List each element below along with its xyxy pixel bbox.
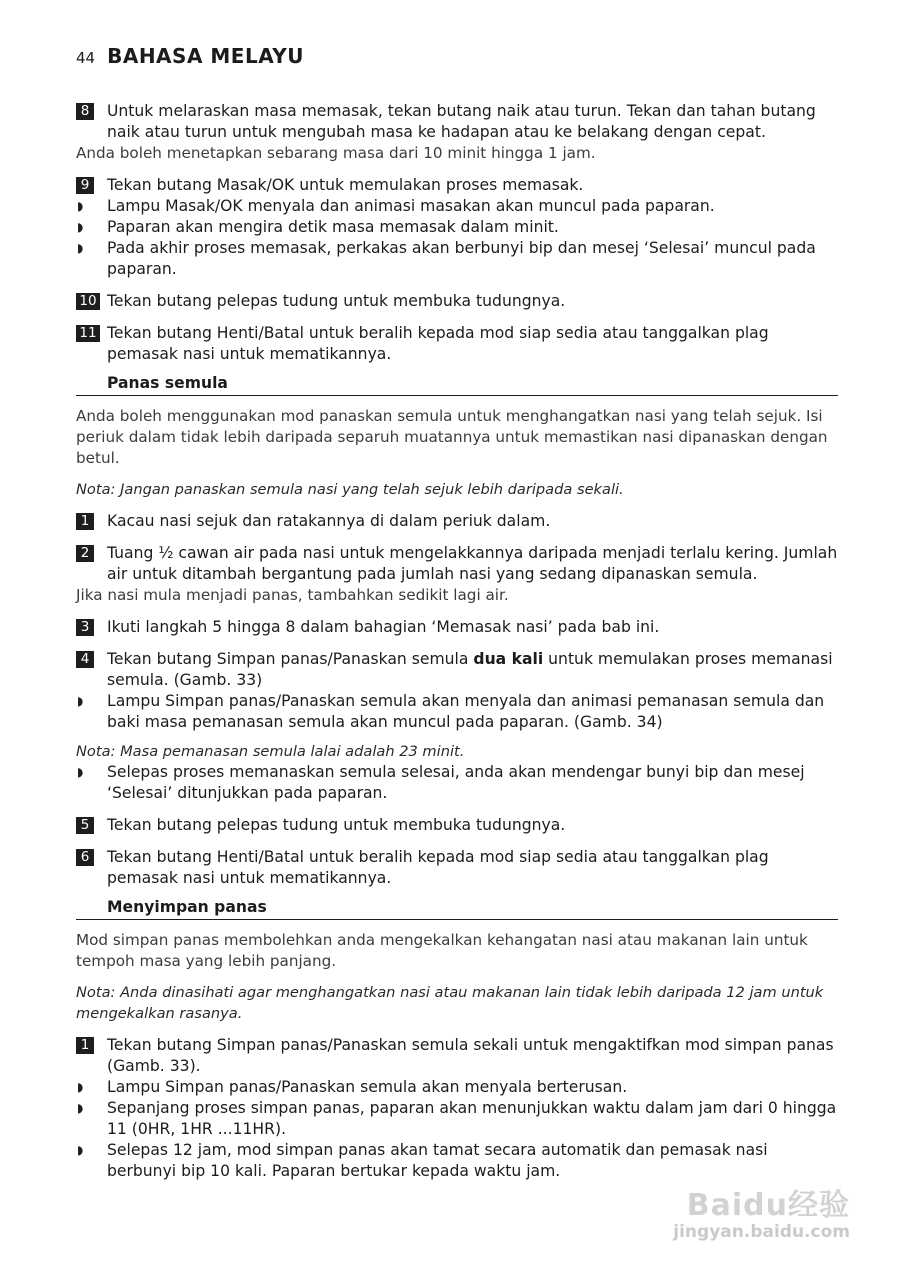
reheat-note: Nota: Jangan panaskan semula nasi yang telah sejuk lebih daripada sekali. [76, 481, 624, 498]
step-11 [76, 323, 838, 365]
step-number: 1 [76, 1037, 94, 1054]
language-title: BAHASA MELAYU [107, 44, 304, 68]
keepwarm-intro: Mod simpan panas membolehkan anda mengekalkan kehangatan nasi atau makanan lain untuk tempoh masa yang lebih panjang. [76, 931, 808, 970]
step-number: 1 [76, 513, 94, 530]
bullet-item [76, 238, 838, 280]
bullet-text: Paparan akan mengira detik masa memasak dalam minit. [107, 218, 559, 236]
step-text: Tekan butang Masak/OK untuk memulakan proses memasak. [107, 176, 584, 194]
content [76, 101, 838, 1182]
section-heading-keepwarm: Menyimpan panas [76, 897, 838, 920]
bullet-text: Selepas proses memanaskan semula selesai, anda akan mendengar bunyi bip dan mesej ‘Selesai’ ditunjukkan pada paparan. [107, 763, 805, 802]
watermark-url: jingyan.baidu.com [673, 1222, 850, 1242]
bullet-text: Selepas 12 jam, mod simpan panas akan tamat secara automatik dan pemasak nasi berbunyi bip 10 kali. Paparan bertukar kepada waktu jam. [107, 1141, 768, 1180]
bullet-text: Lampu Simpan panas/Panaskan semula akan menyala dan animasi pemanasan semula dan baki masa pemanasan semula akan muncul pada paparan. (Gamb. 34) [107, 692, 825, 731]
reheat-step-1 [76, 511, 838, 532]
step-text: Tuang ½ cawan air pada nasi untuk mengelakkannya daripada menjadi terlalu kering. Jumlah air untuk ditambah bergantung pada jumlah nasi yang sedang dipanaskan semula. [107, 544, 838, 583]
bullet-icon: ◗ [77, 241, 84, 255]
step-number: 2 [76, 545, 94, 562]
step-text: Ikuti langkah 5 hingga 8 dalam bahagian ‘Memasak nasi’ pada bab ini. [107, 618, 660, 636]
step-number: 9 [76, 177, 94, 194]
keepwarm-step-1 [76, 1035, 838, 1077]
step-text: Untuk melaraskan masa memasak, tekan butang naik atau turun. Tekan dan tahan butang naik atau turun untuk mengubah masa ke hadapan atau ke belakang dengan cepat. [107, 102, 816, 141]
page-number: 44 [76, 49, 96, 67]
step-number: 11 [76, 325, 100, 342]
bullet-item [76, 762, 838, 804]
reheat-step-2 [76, 543, 838, 585]
keepwarm-note: Nota: Anda dinasihati agar menghangatkan nasi atau makanan lain tidak lebih daripada 12 jam untuk mengekalkan rasanya. [76, 984, 824, 1022]
step-number: 5 [76, 817, 94, 834]
bullet-item [76, 1140, 838, 1182]
reheat-step-3 [76, 617, 838, 638]
bullet-icon: ◗ [77, 1080, 84, 1094]
step-text: Tekan butang Henti/Batal untuk beralih kepada mod siap sedia atau tanggalkan plag pemasak nasi untuk mematikannya. [107, 324, 769, 363]
bullet-text: Sepanjang proses simpan panas, paparan akan menunjukkan waktu dalam jam dari 0 hingga 11 (0HR, 1HR ...11HR). [107, 1099, 837, 1138]
bullet-item [76, 691, 838, 733]
bullet-icon: ◗ [77, 220, 84, 234]
step-8-note: Anda boleh menetapkan sebarang masa dari 10 minit hingga 1 jam. [76, 144, 596, 162]
reheat-step-6 [76, 847, 838, 889]
bullet-icon: ◗ [77, 1143, 84, 1157]
step-text-part: Tekan butang Simpan panas/Panaskan semula [107, 650, 474, 668]
reheat-step-5 [76, 815, 838, 836]
bullet-icon: ◗ [77, 1101, 84, 1115]
step-text: Tekan butang Simpan panas/Panaskan semula sekali untuk mengaktifkan mod simpan panas (Gamb. 33). [107, 1036, 834, 1075]
bullet-text: Lampu Simpan panas/Panaskan semula akan menyala berterusan. [107, 1078, 628, 1096]
step-number: 4 [76, 651, 94, 668]
baidu-watermark [673, 1180, 850, 1242]
step-number: 6 [76, 849, 94, 866]
step-text [107, 650, 833, 689]
reheat-note-2: Nota: Masa pemanasan semula lalai adalah 23 minit. [76, 743, 465, 760]
step-number: 10 [76, 293, 100, 310]
bullet-icon: ◗ [77, 199, 84, 213]
step-text: Tekan butang pelepas tudung untuk membuka tudungnya. [107, 816, 566, 834]
reheat-intro: Anda boleh menggunakan mod panaskan semula untuk menghangatkan nasi yang telah sejuk. Isi periuk dalam tidak lebih daripada separuh muatannya untuk memastikan nasi dipanaskan dengan betul. [76, 407, 828, 467]
watermark-logo: Baidu经验 [686, 1188, 850, 1223]
bullet-icon: ◗ [77, 694, 84, 708]
bullet-item [76, 196, 838, 217]
page-header [76, 44, 304, 68]
step-number: 3 [76, 619, 94, 636]
bullet-item [76, 217, 838, 238]
bullet-icon: ◗ [77, 765, 84, 779]
emphasis-text: dua kali [473, 650, 544, 668]
step-8 [76, 101, 838, 143]
bullet-item [76, 1077, 838, 1098]
reheat-step-2-note: Jika nasi mula menjadi panas, tambahkan sedikit lagi air. [76, 586, 509, 604]
step-text: Kacau nasi sejuk dan ratakannya di dalam periuk dalam. [107, 512, 551, 530]
step-10 [76, 291, 838, 312]
reheat-step-4 [76, 649, 838, 691]
step-text: Tekan butang pelepas tudung untuk membuka tudungnya. [107, 292, 566, 310]
step-text: Tekan butang Henti/Batal untuk beralih kepada mod siap sedia atau tanggalkan plag pemasak nasi untuk mematikannya. [107, 848, 769, 887]
bullet-text: Pada akhir proses memasak, perkakas akan berbunyi bip dan mesej ‘Selesai’ muncul pada paparan. [107, 239, 816, 278]
section-heading-reheat: Panas semula [76, 373, 838, 396]
step-number: 8 [76, 103, 94, 120]
bullet-item [76, 1098, 838, 1140]
step-9 [76, 175, 838, 196]
bullet-text: Lampu Masak/OK menyala dan animasi masakan akan muncul pada paparan. [107, 197, 715, 215]
step-text-part: untuk memulakan proses memanasi semula. (Gamb. 33) [107, 650, 833, 689]
